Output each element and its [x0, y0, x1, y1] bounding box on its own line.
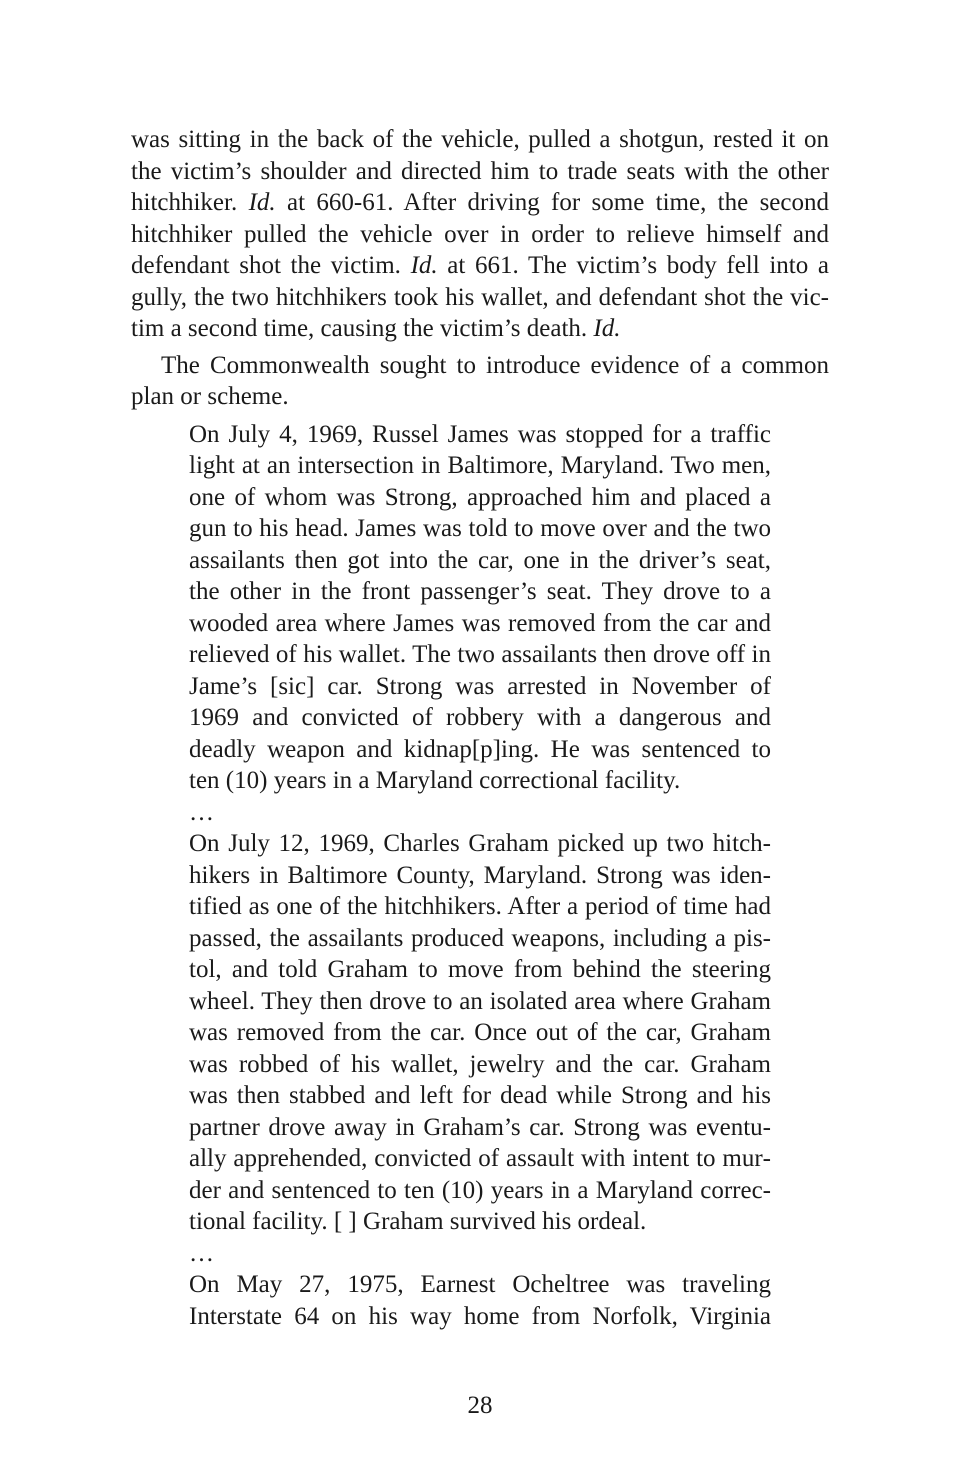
- text-run: at 660-61. After driving for some time, the second hitchhiker pulled the vehicle over in order to relieve himself and defendant shot the victim.: [131, 189, 829, 279]
- ellipsis: …: [189, 1239, 214, 1267]
- citation-id: Id.: [248, 189, 276, 216]
- citation-id: Id.: [410, 252, 438, 279]
- paragraph-commonwealth: The Commonwealth sought to introduce evidence of a common plan or scheme.: [131, 351, 829, 410]
- text-run: at 661. The victim’s body fell into a gully, the two hitchhikers took his wallet, and defendant shot the victim a second time, causing the victim’s death.: [131, 252, 830, 342]
- ellipsis: …: [189, 798, 214, 826]
- text-run: was sitting in the back of the vehicle, pulled a shotgun, rested it on the victim’s shoulder and directed him to trade seats with the other hitchhiker.: [131, 126, 829, 216]
- citation-id: Id.: [593, 315, 621, 342]
- page-number: 28: [467, 1392, 493, 1419]
- paragraph-facts: [131, 124, 829, 345]
- body-text: [131, 124, 829, 1332]
- quote-paragraph-graham: On July 12, 1969, Charles Graham picked up two hitchhikers in Baltimore County, Maryland. Strong was identified as one of the hitchhikers. After a period of time had passed, the assailants produced weapons, including a pistol, and told Graham to move from behind the steering wheel. They then drove to an isolated area where Graham was removed from the car. Once out of the car, Graham was robbed of his wallet, jewelry and the car. Graham was then stabbed and left for dead while Strong and his partner drove away in Graham’s car. Strong was eventually apprehended, convicted of assault with intent to murder and sentenced to ten (10) years in a Maryland correctional facility. [ ] Graham survived his ordeal.: [189, 830, 771, 1235]
- block-quote: [189, 419, 771, 1333]
- quote-paragraph-ocheltree: On May 27, 1975, Earnest Ocheltree was traveling Interstate 64 on his way home from Norfolk, Virginia: [189, 1271, 771, 1330]
- quote-paragraph-james: On July 4, 1969, Russel James was stopped for a traffic light at an intersection in Baltimore, Maryland. Two men, one of whom was Strong, approached him and placed a gun to his head. James was told to move over and the two assailants then got into the car, one in the driver’s seat, the other in the front passenger’s seat. They drove to a wooded area where James was removed from the car and relieved of his wallet. The two assailants then drove off in Jame’s [sic] car. Strong was arrested in November of 1969 and convicted of robbery with a dangerous and deadly weapon and kidnap[p]ing. He was sentenced to ten (10) years in a Maryland correctional facility.: [189, 420, 771, 794]
